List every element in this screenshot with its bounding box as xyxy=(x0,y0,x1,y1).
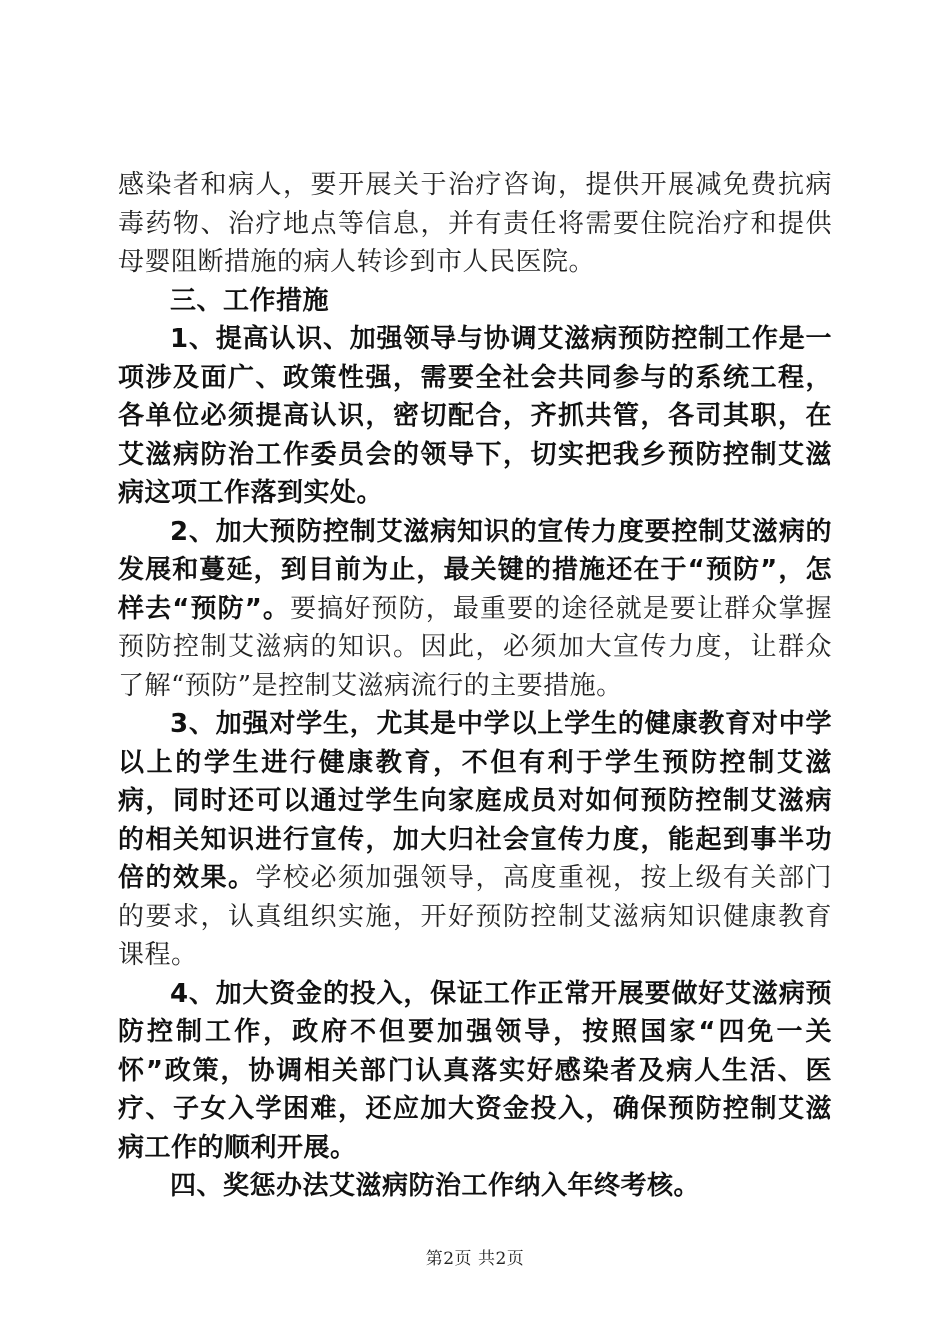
section-heading-rewards: 四、奖惩办法艾滋病防治工作纳入年终考核。 xyxy=(170,1171,701,1201)
paragraph-measure-2-lead: 2、加大预防控制艾滋病知识的宣传力度要控制艾滋病的发展和蔓延，到目前为止，最关键的措施还在于“预防”，怎样去“预防”。 xyxy=(118,516,832,624)
paragraph-measure-3-lead: 3、加强对学生，尤其是中学以上学生的健康教育对中学以上的学生进行健康教育，不但有利于学生预防控制艾滋病，同时还可以通过学生向家庭成员对如何预防控制艾滋病的相关知识进行宣传，加大归社会宣传力度，能起到事半功倍的效果。 xyxy=(118,709,832,893)
paragraph-measure-2 xyxy=(118,513,832,706)
page-footer xyxy=(0,1244,950,1269)
paragraph-measure-1: 1、提高认识、加强领导与协调艾滋病预防控制工作是一项涉及面广、政策性强，需要全社会共同参与的系统工程，各单位必须提高认识，密切配合，齐抓共管，各司其职，在艾滋病防治工作委员会的领导下，切实把我乡预防控制艾滋病这项工作落到实处。 xyxy=(118,324,832,508)
paragraph-continuation: 感染者和病人，要开展关于治疗咨询，提供开展减免费抗病毒药物、治疗地点等信息，并有责任将需要住院治疗和提供母婴阻断措施的病人转诊到市人民医院。 xyxy=(118,170,832,277)
page-number: 第2页 共2页 xyxy=(425,1249,525,1269)
paragraph-measure-4: 4、加大资金的投入，保证工作正常开展要做好艾滋病预防控制工作，政府不但要加强领导，按照国家“四免一关怀”政策，协调相关部门认真落实好感染者及病人生活、医疗、子女入学困难，还应加大资金投入，确保预防控制艾滋病工作的顺利开展。 xyxy=(118,978,832,1163)
document-body xyxy=(118,166,832,1206)
paragraph-measure-3-rest: 学校必须加强领导，高度重视，按上级有关部门的要求，认真组织实施，开好预防控制艾滋病知识健康教育课程。 xyxy=(118,863,832,970)
paragraph-measure-3 xyxy=(118,705,832,975)
section-heading-measures: 三、工作措施 xyxy=(170,285,330,316)
paragraph-measure-2-rest: 要搞好预防，最重要的途径就是要让群众掌握预防控制艾滋病的知识。因此，必须加大宣传力度，让群众了解“预防”是控制艾滋病流行的主要措施。 xyxy=(118,593,832,701)
